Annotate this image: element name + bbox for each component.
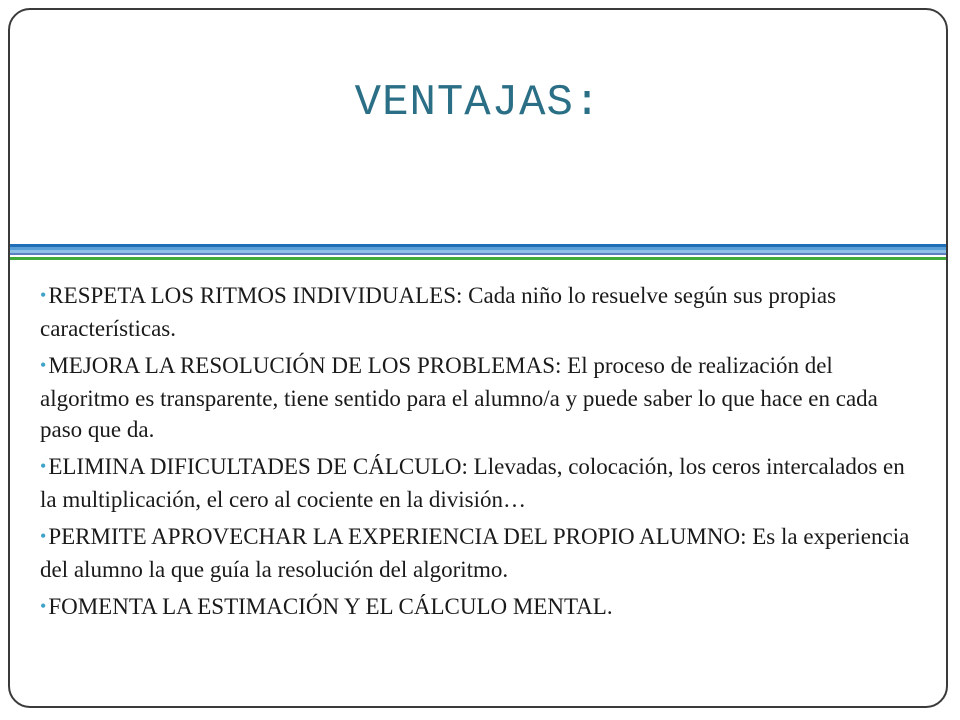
- item-text: Cada niño lo resuelve según sus propias características.: [40, 283, 837, 341]
- list-item: [40, 280, 925, 344]
- list-item: [40, 591, 925, 624]
- item-text: El proceso de realización del algoritmo es transparente, tiene sentido para el alumno/a y puede saber lo que hace en cada paso que da.: [40, 353, 878, 442]
- slide-title: VENTAJAS:: [354, 78, 602, 128]
- slide-frame: [8, 8, 948, 708]
- bullet-icon: •: [40, 285, 47, 305]
- bullet-icon: •: [40, 596, 47, 616]
- bullet-icon: •: [40, 355, 47, 375]
- list-item: [40, 350, 925, 445]
- bullet-icon: •: [40, 526, 47, 546]
- item-heading: MEJORA LA RESOLUCIÓN DE LOS PROBLEMAS:: [48, 353, 562, 378]
- item-heading: FOMENTA LA ESTIMACIÓN Y EL CÁLCULO MENTAL.: [48, 594, 613, 619]
- bullet-list: [40, 280, 925, 624]
- item-heading: PERMITE APROVECHAR LA EXPERIENCIA DEL PROPIO ALUMNO:: [48, 524, 747, 549]
- item-heading: RESPETA LOS RITMOS INDIVIDUALES:: [48, 283, 463, 308]
- list-item: [40, 521, 925, 585]
- list-item: [40, 451, 925, 515]
- bullet-icon: •: [40, 456, 47, 476]
- item-text: Llevadas, colocación, los ceros intercalados en la multiplicación, el cero al cociente en la división…: [40, 454, 905, 512]
- item-heading: ELIMINA DIFICULTADES DE CÁLCULO:: [48, 454, 468, 479]
- title-divider: [10, 244, 946, 260]
- item-text: Es la experiencia del alumno la que guía la resolución del algoritmo.: [40, 524, 910, 582]
